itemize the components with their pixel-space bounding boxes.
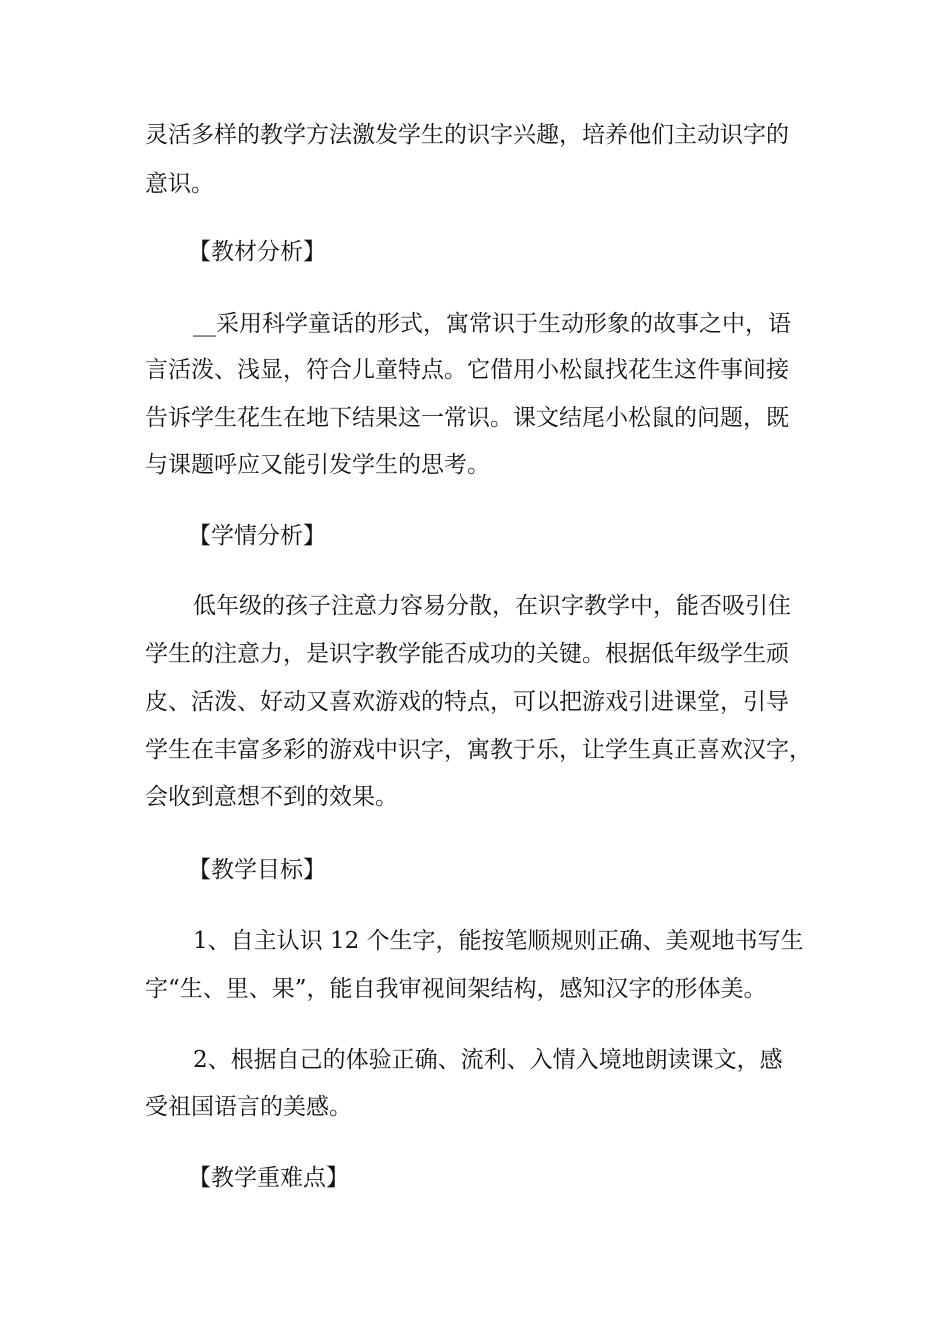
paragraph-intro-line-1: 灵活多样的教学方法激发学生的识字兴趣，培养他们主动识字的 (145, 122, 789, 148)
heading-teaching-goals: 【教学目标】 (188, 857, 326, 883)
goal-1-line-1: 1、自主认识 12 个生字，能按笔顺规则正确、美观地书写生 (193, 928, 804, 954)
paragraph-material-line-4: 与课题呼应又能引发学生的思考。 (145, 452, 490, 478)
paragraph-students-line-5: 会收到意想不到的效果。 (145, 784, 398, 810)
paragraph-students-line-3: 皮、活泼、好动又喜欢游戏的特点，可以把游戏引进课堂，引导 (145, 689, 789, 715)
heading-key-points: 【教学重难点】 (188, 1165, 349, 1191)
paragraph-material-line-2: 言活泼、浅显，符合儿童特点。它借用小松鼠找花生这件事间接 (145, 357, 789, 383)
heading-material-analysis: 【教材分析】 (188, 239, 326, 265)
goal-1-line-2: 字“生、里、果”，能自我审视间架结构，感知汉字的形体美。 (145, 976, 767, 1002)
paragraph-material-line-1: __采用科学童话的形式，寓常识于生动形象的故事之中，语 (193, 311, 791, 337)
paragraph-material-line-3: 告诉学生花生在地下结果这一常识。课文结尾小松鼠的问题，既 (145, 405, 789, 431)
goal-2-line-2: 受祖国语言的美感。 (145, 1094, 352, 1120)
paragraph-students-line-2: 学生的注意力，是识字教学能否成功的关键。根据低年级学生顽 (145, 641, 789, 667)
paragraph-students-line-4: 学生在丰富多彩的游戏中识字，寓教于乐，让学生真正喜欢汉字， (145, 737, 812, 763)
paragraph-intro-line-2: 意识。 (145, 171, 214, 197)
goal-2-line-1: 2、根据自己的体验正确、流利、入情入境地朗读课文，感 (193, 1047, 783, 1073)
paragraph-students-line-1: 低年级的孩子注意力容易分散，在识字教学中，能否吸引住 (193, 593, 791, 619)
heading-student-analysis: 【学情分析】 (188, 523, 326, 549)
